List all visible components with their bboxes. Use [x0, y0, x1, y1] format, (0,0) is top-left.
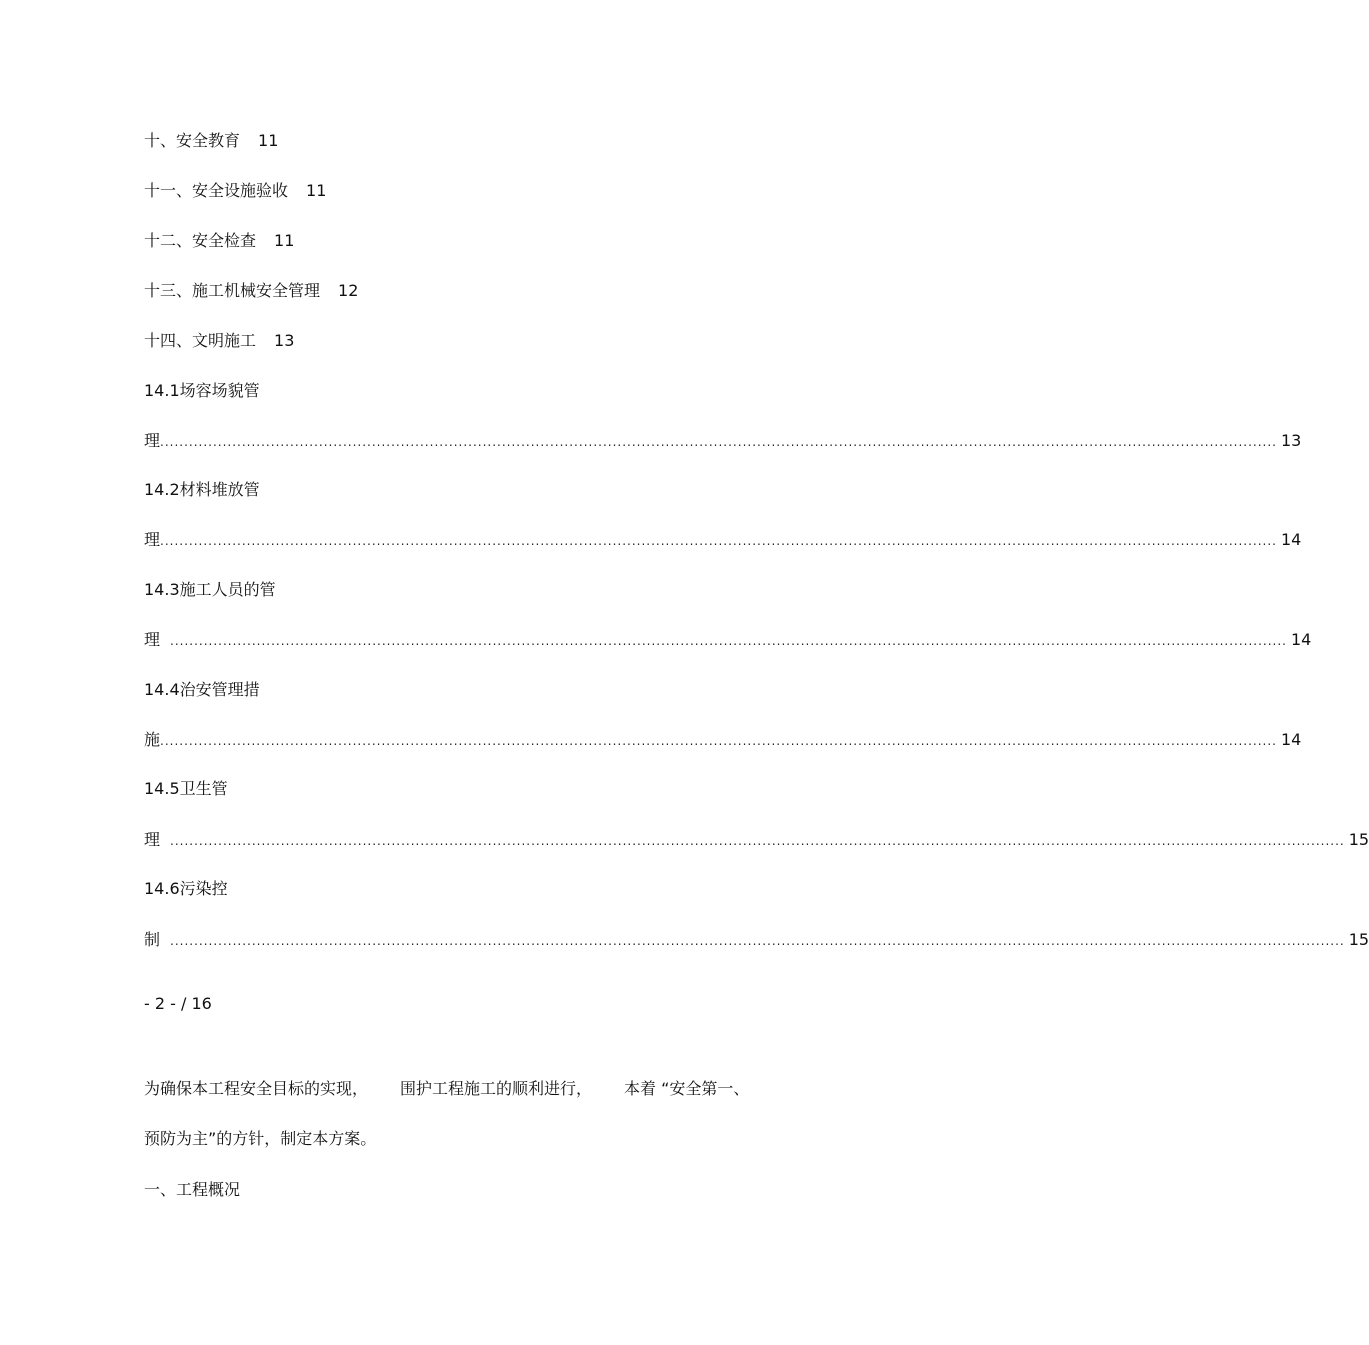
- toc-dot-leader: ....................................................................................................................................................................................................................................................: [170, 834, 1345, 848]
- toc-sub-title-14-6: 14.6污染控: [144, 879, 228, 898]
- toc-sub-page: 15: [1348, 830, 1369, 849]
- toc-sub-leader-14-4: [144, 730, 1302, 750]
- intro-paragraph-line-2: 预防为主”的方针，制定本方案。: [144, 1129, 377, 1148]
- toc-sub-page: 14: [1280, 530, 1302, 549]
- toc-sub-page: 15: [1348, 930, 1369, 949]
- toc-dot-leader: ........................................................................................................................................................................................................................................: [160, 534, 1277, 548]
- toc-sub-cont: 施: [144, 730, 161, 749]
- toc-dot-leader: ....................................................................................................................................................................................................................................................: [170, 934, 1345, 948]
- toc-sub-leader-14-3: [144, 630, 1312, 650]
- intro-paragraph-line-1: [144, 1079, 749, 1099]
- toc-sub-page: 13: [1280, 431, 1302, 450]
- toc-sub-title-14-4: 14.4治安管理措: [144, 680, 260, 699]
- toc-entry-11: [144, 181, 326, 201]
- toc-entry-page: 11: [258, 131, 279, 150]
- toc-sub-title-14-2: 14.2材料堆放管: [144, 480, 260, 499]
- toc-entry-label: 十三、施工机械安全管理: [144, 281, 321, 300]
- toc-entry-page: 11: [306, 181, 327, 200]
- toc-entry-page: 12: [338, 281, 359, 300]
- toc-entry-page: 13: [274, 331, 295, 350]
- toc-entry-label: 十四、文明施工: [144, 331, 257, 350]
- toc-dot-leader: ........................................................................................................................................................................................................................................: [160, 435, 1277, 449]
- section-heading: 一、工程概况: [144, 1180, 241, 1199]
- toc-sub-leader-14-5: [144, 830, 1369, 850]
- toc-entry-12: [144, 231, 294, 251]
- intro-part-1: 为确保本工程安全目标的实现，: [144, 1079, 369, 1098]
- toc-sub-page: 14: [1280, 730, 1302, 749]
- toc-sub-cont: 理: [144, 830, 161, 849]
- intro-part-2: 围护工程施工的顺利进行，: [400, 1079, 593, 1098]
- toc-dot-leader: ........................................................................................................................................................................................................................................: [160, 734, 1277, 748]
- toc-dot-leader: ........................................................................................................................................................................................................................................: [170, 634, 1287, 648]
- toc-entry-13: [144, 281, 358, 301]
- toc-sub-title-14-5: 14.5卫生管: [144, 779, 228, 798]
- toc-entry-14: [144, 331, 294, 351]
- toc-entry-label: 十、安全教育: [144, 131, 241, 150]
- toc-entry-label: 十二、安全检查: [144, 231, 257, 250]
- toc-sub-title-14-1: 14.1场容场貌管: [144, 381, 260, 400]
- page-number: - 2 - / 16: [144, 994, 212, 1013]
- toc-sub-cont: 理: [144, 431, 161, 450]
- toc-entry-page: 11: [274, 231, 295, 250]
- toc-sub-cont: 制: [144, 930, 161, 949]
- toc-sub-title-14-3: 14.3施工人员的管: [144, 580, 276, 599]
- toc-entry-label: 十一、安全设施验收: [144, 181, 289, 200]
- toc-sub-leader-14-1: [144, 431, 1302, 451]
- toc-sub-leader-14-6: [144, 930, 1369, 950]
- toc-entry-10: [144, 131, 278, 151]
- intro-part-3: 本着 “安全第一、: [624, 1079, 750, 1098]
- toc-sub-cont: 理: [144, 530, 161, 549]
- toc-sub-leader-14-2: [144, 530, 1302, 550]
- toc-sub-cont: 理: [144, 630, 161, 649]
- toc-sub-page: 14: [1290, 630, 1312, 649]
